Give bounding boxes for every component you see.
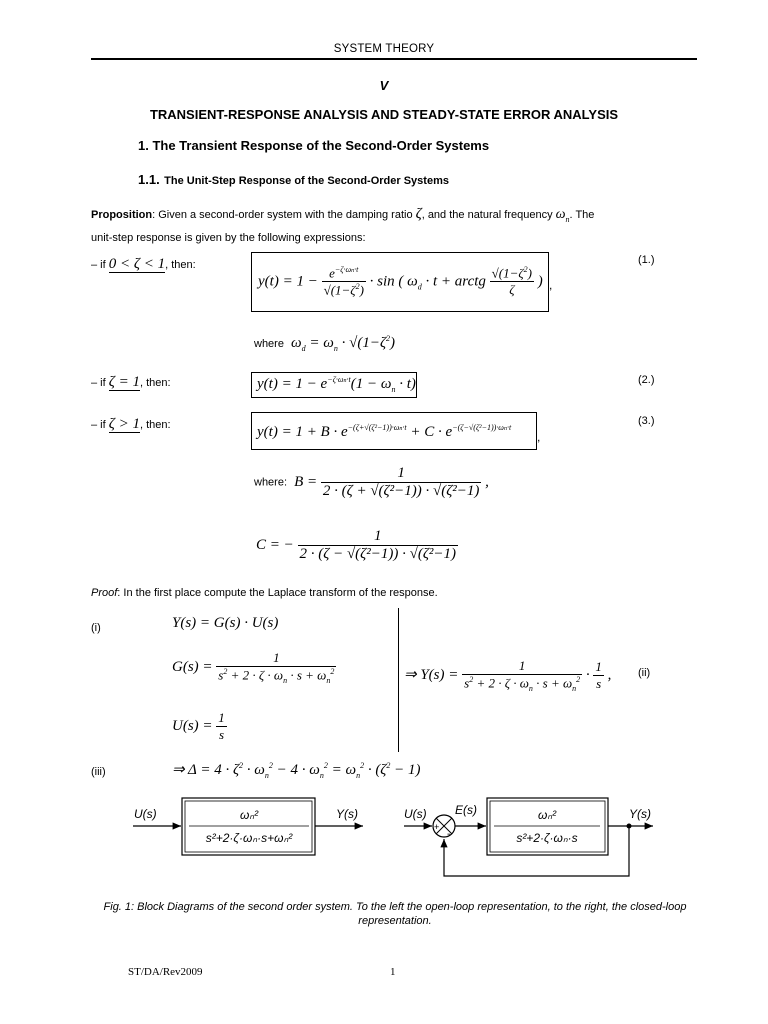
- proposition-text-3: . The: [569, 209, 595, 221]
- section-title: The Unit-Step Response of the Second-Order Systems: [164, 175, 449, 187]
- proposition-paragraph: [91, 205, 701, 247]
- b-definition: B = $\frac{1}{\text{2 · (ζ + √(ζ²−1)) · √(ζ²−1)}}$ ,: [294, 465, 489, 499]
- c-definition: C = − $\frac{1}{\text{2 · (ζ − √(ζ²−1)) · √(ζ²−1)}}$: [256, 528, 457, 562]
- closed-loop-numerator: ωₙ²: [537, 808, 557, 822]
- proposition-text-4: unit-step response is given by the following expressions:: [91, 231, 366, 244]
- where-1: [254, 334, 395, 353]
- equation-delta: ⇒ $\Delta = 4 \cdot \zeta^2 \cdot \omega_n^2 - 4 \cdot \omega_n^2 = \omega_n^2 \cdot (\zeta^2 - 1)$: [172, 761, 421, 780]
- block-diagrams: [0, 790, 768, 890]
- case-condition: ζ > 1: [108, 416, 140, 432]
- closed-loop-error-label: E(s): [455, 803, 477, 817]
- where-label: where:: [254, 476, 288, 489]
- open-loop-denominator: s²+2·ζ·ωₙ·s+ωₙ²: [205, 831, 293, 845]
- proof-marker-i: (i): [91, 622, 101, 634]
- closed-loop-output-label: Y(s): [629, 807, 651, 821]
- proof-label: Proof: [91, 587, 118, 599]
- open-loop-transfer-block: [182, 798, 315, 855]
- proof-text: : In the first place compute the Laplace transform of the response.: [117, 587, 438, 599]
- equation-g-of-s: G(s) = $\frac{1}{s^2 + 2 \cdot \zeta \cdot \omega_n \cdot s + \omega_n^2}$: [172, 650, 335, 685]
- omega-d-definition: $\omega_d = \omega_n \cdot √(1-\zeta^2)$: [291, 334, 396, 353]
- closed-loop-denominator: s²+2·ζ·ωₙ·s: [516, 831, 578, 845]
- equation-u-of-s: U(s) = $\frac{1}{s}$: [172, 710, 225, 742]
- section-number: 1.1.: [138, 172, 160, 187]
- header-rule: [91, 58, 697, 60]
- proposition-label: Proposition: [91, 209, 153, 221]
- proof-marker-iii: (iii): [91, 766, 106, 778]
- equation-3: $y(t) = 1 + B \cdot e^{-(\zeta+√(\zeta^2-1))\cdot\omega n\cdot t} + C \cdot e^{-(\zeta-√(\zeta^2-1))\cdot\omega n\cdot t}$: [257, 423, 512, 440]
- equation-1: y(t) = 1 − $\frac{e^{-\zeta\cdot\omega n\cdot t}}{√(1-\zeta^2)}$ · sin ( $\omega_d \cdot t$ + arctg $\frac{√(1-\zeta^2)}{\zeta}$ ): [258, 265, 543, 298]
- case-condition: ζ = 1: [108, 374, 140, 390]
- case-suffix: , then:: [139, 377, 171, 389]
- case-suffix: , then:: [165, 259, 196, 271]
- case-prefix: – if: [91, 377, 106, 389]
- proposition-text-2: , and the natural frequency: [421, 209, 556, 221]
- equation-number-2: (2.): [638, 374, 655, 386]
- figure-caption: Fig. 1: Block Diagrams of the second order system. To the left the open-loop representation, to the right, the closed-loop representation.: [103, 901, 687, 927]
- equation-2: $y(t) = 1 - e^{-\zeta\cdot\omega n\cdot t}(1 - \omega_n \cdot t)$: [257, 375, 416, 394]
- chapter-number: V: [379, 78, 389, 93]
- proposition-text-1: : Given a second-order system with the damping ratio: [152, 209, 416, 221]
- running-header: SYSTEM THEORY: [333, 43, 435, 55]
- where-2: [254, 465, 489, 500]
- summing-plus-sign: +: [434, 822, 440, 832]
- closed-loop-input-label: U(s): [404, 807, 427, 821]
- case-prefix: – if: [91, 419, 106, 431]
- equation-1-box: [251, 252, 549, 312]
- case-condition: 0 < ζ < 1: [108, 256, 166, 272]
- equation-2-box: [251, 372, 417, 398]
- open-loop-numerator: ωₙ²: [239, 808, 259, 822]
- equation-y-of-s: Y(s) = G(s) · U(s): [172, 615, 279, 631]
- equation-number-3: (3.): [638, 415, 655, 427]
- open-loop-output-label: Y(s): [336, 807, 358, 821]
- proof-marker-ii: (ii): [638, 667, 651, 679]
- where-label: where: [254, 338, 284, 350]
- equation-y-of-s-result: ⇒ Y(s) = $\frac{1}{s^2 + 2 \cdot \zeta \cdot \omega_n \cdot s + \omega_n^2}$ · $\frac{1}{s}$ ,: [404, 658, 612, 693]
- case-3-label: [91, 416, 171, 433]
- proof-paragraph: [91, 587, 438, 599]
- case-2-label: [91, 374, 171, 391]
- equation-number-1: (1.): [638, 254, 655, 266]
- equation-1-comma: ,: [549, 278, 553, 292]
- section-heading-1-1: [138, 171, 449, 189]
- footer-doc-id: ST/DA/Rev2009: [128, 966, 203, 978]
- case-suffix: , then:: [139, 419, 171, 431]
- section-heading-1: 1. The Transient Response of the Second-Order Systems: [138, 138, 490, 153]
- chapter-title: TRANSIENT-RESPONSE ANALYSIS AND STEADY-STATE ERROR ANALYSIS: [149, 107, 619, 122]
- case-prefix: – if: [91, 259, 106, 271]
- open-loop-input-label: U(s): [134, 807, 157, 821]
- closed-loop-transfer-block: [487, 798, 608, 855]
- equation-3-box: [251, 412, 537, 450]
- zeta-symbol: ζ: [415, 206, 422, 222]
- equation-3-comma: ,: [537, 430, 541, 444]
- proof-divider: [398, 608, 399, 752]
- summing-minus-sign: -: [447, 829, 451, 840]
- page-number: 1: [390, 966, 396, 978]
- case-1-label: [91, 256, 196, 273]
- omega-n-symbol: $\omega_n$: [555, 207, 570, 224]
